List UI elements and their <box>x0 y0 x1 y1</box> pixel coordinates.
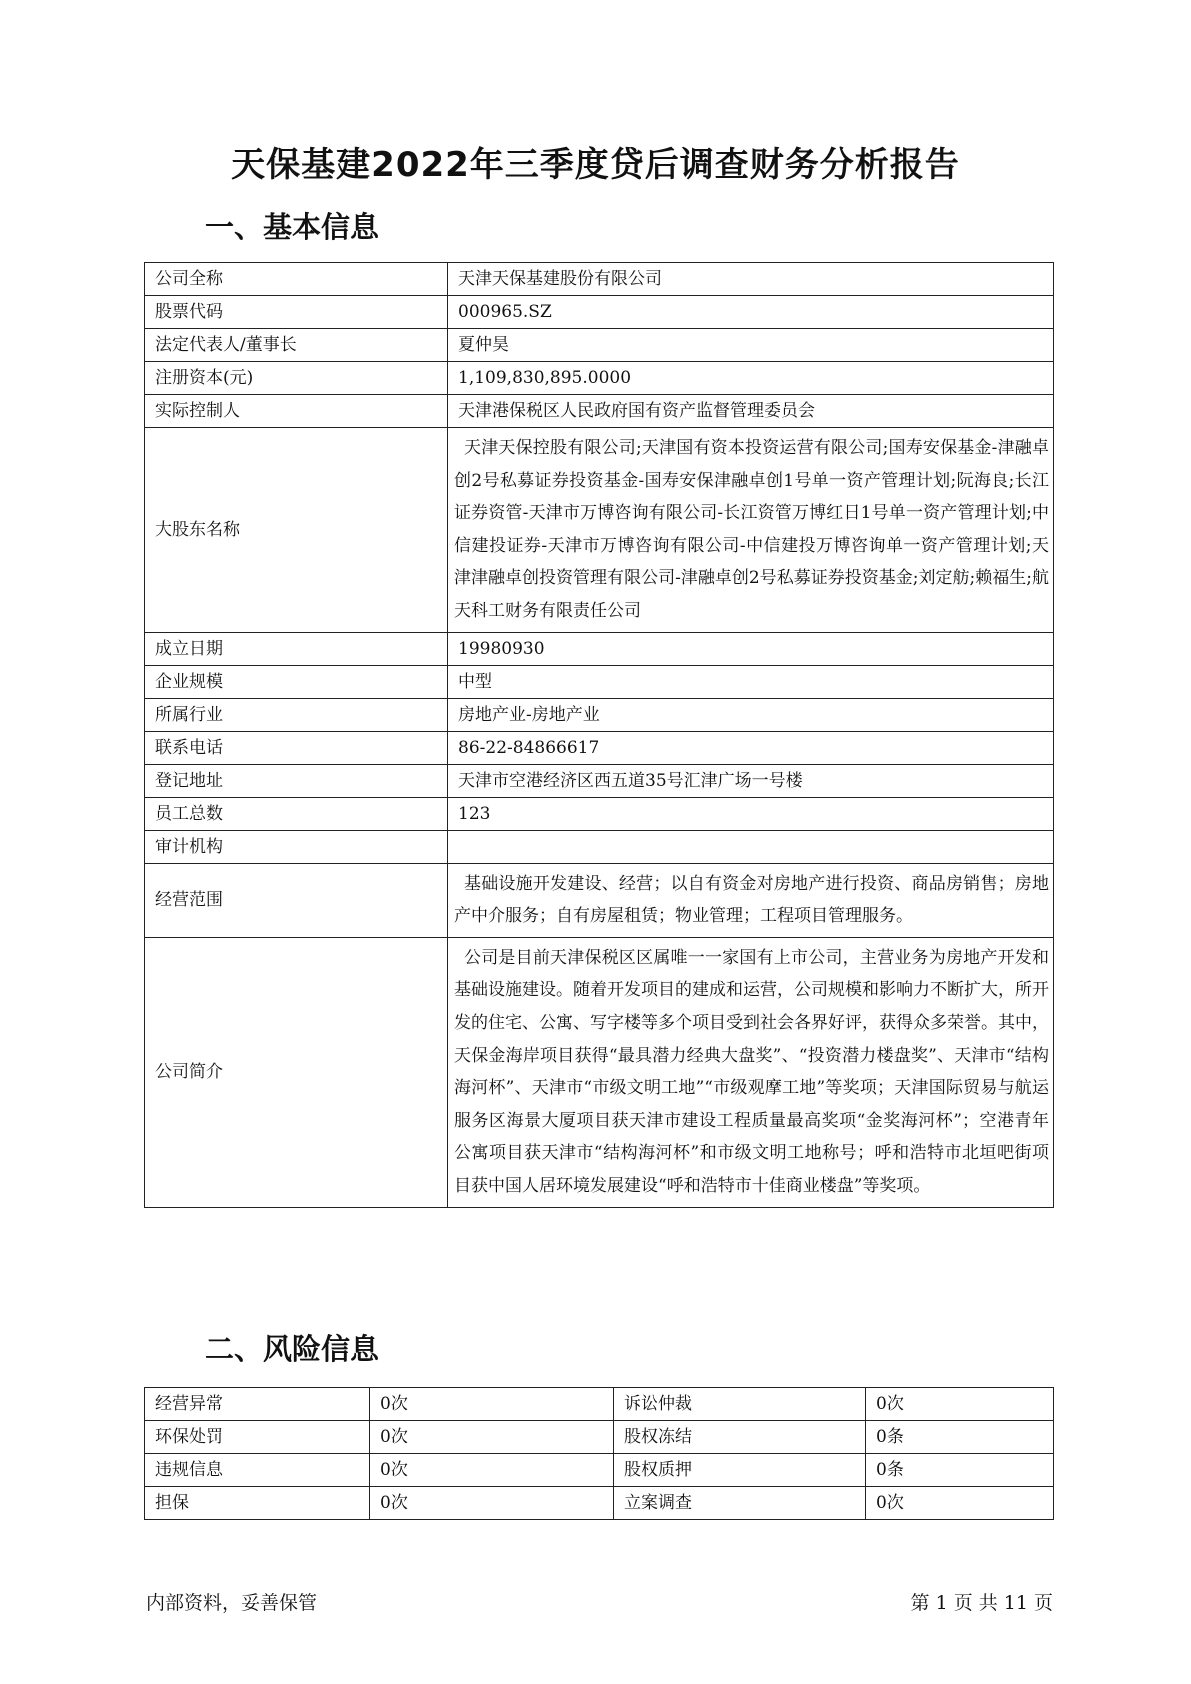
field-value: 房地产业-房地产业 <box>448 698 1054 731</box>
table-row <box>145 764 1054 797</box>
risk-value: 0条 <box>866 1454 1054 1487</box>
table-row <box>145 1421 1054 1454</box>
field-label: 员工总数 <box>145 797 448 830</box>
table-row <box>145 632 1054 665</box>
table-row <box>145 830 1054 863</box>
risk-label: 违规信息 <box>145 1454 370 1487</box>
table-row <box>145 1388 1054 1421</box>
field-value <box>448 830 1054 863</box>
field-label: 法定代表人/董事长 <box>145 329 448 362</box>
field-label: 所属行业 <box>145 698 448 731</box>
table-row <box>145 428 1054 633</box>
field-label: 联系电话 <box>145 731 448 764</box>
field-value: 基础设施开发建设、经营；以自有资金对房地产进行投资、商品房销售；房地产中介服务；自有房屋租赁；物业管理；工程项目管理服务。 <box>448 863 1054 937</box>
table-row <box>145 937 1054 1207</box>
risk-label: 股权冻结 <box>614 1421 866 1454</box>
field-value: 000965.SZ <box>448 296 1054 329</box>
table-row <box>145 797 1054 830</box>
field-label: 成立日期 <box>145 632 448 665</box>
table-row <box>145 1487 1054 1520</box>
risk-label: 经营异常 <box>145 1388 370 1421</box>
footer-confidential-note: 内部资料，妥善保管 <box>146 1592 318 1614</box>
risk-label: 担保 <box>145 1487 370 1520</box>
risk-value: 0条 <box>866 1421 1054 1454</box>
section-heading-basic-info: 一、基本信息 <box>205 210 380 244</box>
field-value: 夏仲昊 <box>448 329 1054 362</box>
risk-value: 0次 <box>370 1388 614 1421</box>
report-title: 天保基建2022年三季度贷后调查财务分析报告 <box>231 145 960 185</box>
risk-value: 0次 <box>370 1421 614 1454</box>
field-value: 天津市空港经济区西五道35号汇津广场一号楼 <box>448 764 1054 797</box>
field-value: 公司是目前天津保税区区属唯一一家国有上市公司，主营业务为房地产开发和基础设施建设。随着开发项目的建成和运营，公司规模和影响力不断扩大，所开发的住宅、公寓、写字楼等多个项目受到社会各界好评，获得众多荣誉。其中，天保金海岸项目获得“最具潜力经典大盘奖”、“投资潜力楼盘奖”、天津市“结构海河杯”、天津市“市级文明工地”“市级观摩工地”等奖项；天津国际贸易与航运服务区海景大厦项目获天津市建设工程质量最高奖项“金奖海河杯”；空港青年公寓项目获天津市“结构海河杯”和市级文明工地称号；呼和浩特市北垣吧街项目获中国人居环境发展建设“呼和浩特市十佳商业楼盘”等奖项。 <box>448 937 1054 1207</box>
field-label: 登记地址 <box>145 764 448 797</box>
risk-label: 股权质押 <box>614 1454 866 1487</box>
risk-label: 环保处罚 <box>145 1421 370 1454</box>
section-heading-risk-info: 二、风险信息 <box>205 1332 380 1366</box>
basic-info-table <box>144 262 1054 1208</box>
field-label: 实际控制人 <box>145 395 448 428</box>
risk-label: 立案调查 <box>614 1487 866 1520</box>
field-label: 经营范围 <box>145 863 448 937</box>
table-row <box>145 698 1054 731</box>
field-label: 股票代码 <box>145 296 448 329</box>
page-number: 第 1 页 共 11 页 <box>910 1592 1053 1614</box>
risk-label: 诉讼仲裁 <box>614 1388 866 1421</box>
table-row <box>145 329 1054 362</box>
risk-value: 0次 <box>370 1454 614 1487</box>
field-value: 天津天保基建股份有限公司 <box>448 263 1054 296</box>
field-label: 企业规模 <box>145 665 448 698</box>
field-label: 审计机构 <box>145 830 448 863</box>
table-row <box>145 665 1054 698</box>
risk-info-table <box>144 1387 1054 1520</box>
field-label: 注册资本(元) <box>145 362 448 395</box>
table-row <box>145 1454 1054 1487</box>
field-value: 19980930 <box>448 632 1054 665</box>
table-row <box>145 362 1054 395</box>
table-row <box>145 395 1054 428</box>
table-row <box>145 263 1054 296</box>
field-value: 1,109,830,895.0000 <box>448 362 1054 395</box>
risk-value: 0次 <box>866 1487 1054 1520</box>
risk-value: 0次 <box>866 1388 1054 1421</box>
field-value: 中型 <box>448 665 1054 698</box>
risk-value: 0次 <box>370 1487 614 1520</box>
field-label: 大股东名称 <box>145 428 448 633</box>
table-row <box>145 296 1054 329</box>
field-label: 公司简介 <box>145 937 448 1207</box>
table-row <box>145 731 1054 764</box>
field-label: 公司全称 <box>145 263 448 296</box>
field-value: 天津天保控股有限公司;天津国有资本投资运营有限公司;国寿安保基金-津融卓创2号私募证券投资基金-国寿安保津融卓创1号单一资产管理计划;阮海良;长江证券资管-天津市万博咨询有限公司-长江资管万博红日1号单一资产管理计划;中信建投证券-天津市万博咨询有限公司-中信建投万博咨询单一资产管理计划;天津津融卓创投资管理有限公司-津融卓创2号私募证券投资基金;刘定舫;赖福生;航天科工财务有限责任公司 <box>448 428 1054 633</box>
field-value: 86-22-84866617 <box>448 731 1054 764</box>
field-value: 123 <box>448 797 1054 830</box>
table-row <box>145 863 1054 937</box>
field-value: 天津港保税区人民政府国有资产监督管理委员会 <box>448 395 1054 428</box>
